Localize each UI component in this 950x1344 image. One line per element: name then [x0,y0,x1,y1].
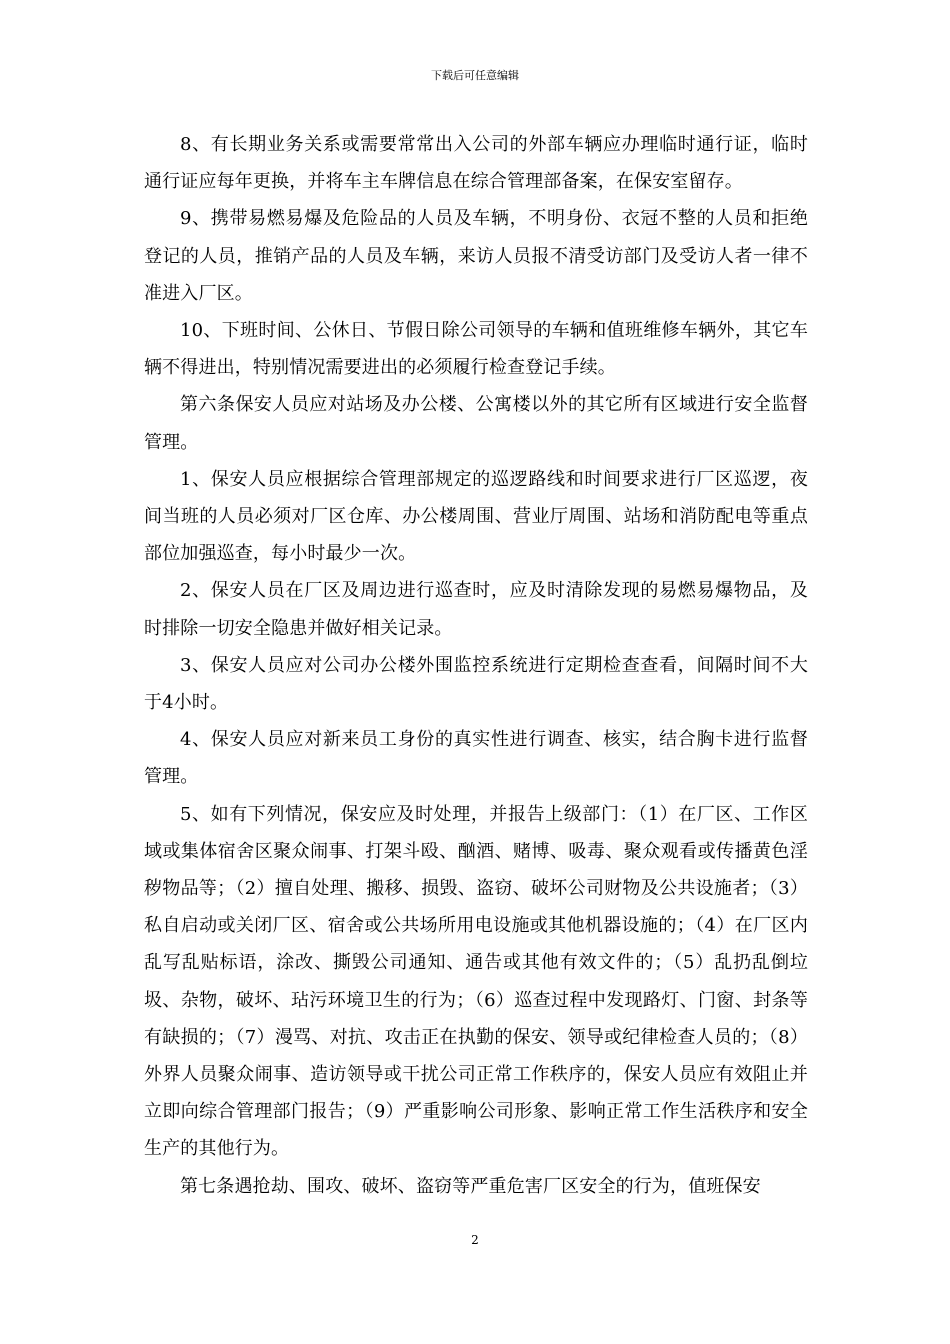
document-body [144,126,808,1205]
paragraph-article-6: 第六条保安人员应对站场及办公楼、公寓楼以外的其它所有区域进行安全监督管理。 [144,394,808,453]
page-header-note: 下载后可任意编辑 [431,69,519,82]
paragraph-item-8: 8、有长期业务关系或需要常常出入公司的外部车辆应办理临时通行证，临时通行证应每年更换，并将车主车牌信息在综合管理部备案，在保安室留存。 [144,134,808,193]
page-number: 2 [471,1233,479,1247]
paragraph-article-6-item-2: 2、保安人员在厂区及周边进行巡查时，应及时清除发现的易燃易爆物品，及时排除一切安全隐患并做好相关记录。 [144,580,808,639]
paragraph-article-6-item-4: 4、保安人员应对新来员工身份的真实性进行调查、核实，结合胸卡进行监督管理。 [144,729,808,788]
paragraph-article-6-item-1: 1、保安人员应根据综合管理部规定的巡逻路线和时间要求进行厂区巡逻，夜间当班的人员必须对厂区仓库、办公楼周围、营业厅周围、站场和消防配电等重点部位加强巡查，每小时最少一次。 [144,468,808,565]
paragraph-article-6-item-5: 5、如有下列情况，保安应及时处理，并报告上级部门：（1）在厂区、工作区域或集体宿舍区聚众闹事、打架斗殴、酗酒、赌博、吸毒、聚众观看或传播黄色淫秽物品等；（2）擅自处理、搬移、损毁、盗窃、破坏公司财物及公共设施者；（3）私自启动或关闭厂区、宿舍或公共场所用电设施或其他机器设施的；（4）在厂区内乱写乱贴标语，涂改、撕毁公司通知、通告或其他有效文件的；（5）乱扔乱倒垃圾、杂物，破坏、玷污环境卫生的行为；（6）巡查过程中发现路灯、门窗、封条等有缺损的；（7）漫骂、对抗、攻击正在执勤的保安、领导或纪律检查人员的；（8）外界人员聚众闹事、造访领导或干扰公司正常工作秩序的，保安人员应有效阻止并立即向综合管理部门报告；（9）严重影响公司形象、影响正常工作生活秩序和安全生产的其他行为。 [144,803,808,1160]
paragraph-item-10: 10、下班时间、公休日、节假日除公司领导的车辆和值班维修车辆外，其它车辆不得进出，特别情况需要进出的必须履行检查登记手续。 [144,320,808,379]
paragraph-article-7: 第七条遇抢劫、围攻、破坏、盗窃等严重危害厂区安全的行为，值班保安 [180,1175,761,1197]
paragraph-article-6-item-3: 3、保安人员应对公司办公楼外围监控系统进行定期检查查看，间隔时间不大于4小时。 [144,654,808,714]
paragraph-item-9: 9、携带易燃易爆及危险品的人员及车辆，不明身份、衣冠不整的人员和拒绝登记的人员，推销产品的人员及车辆，来访人员报不清受访部门及受访人者一律不准进入厂区。 [144,208,808,304]
